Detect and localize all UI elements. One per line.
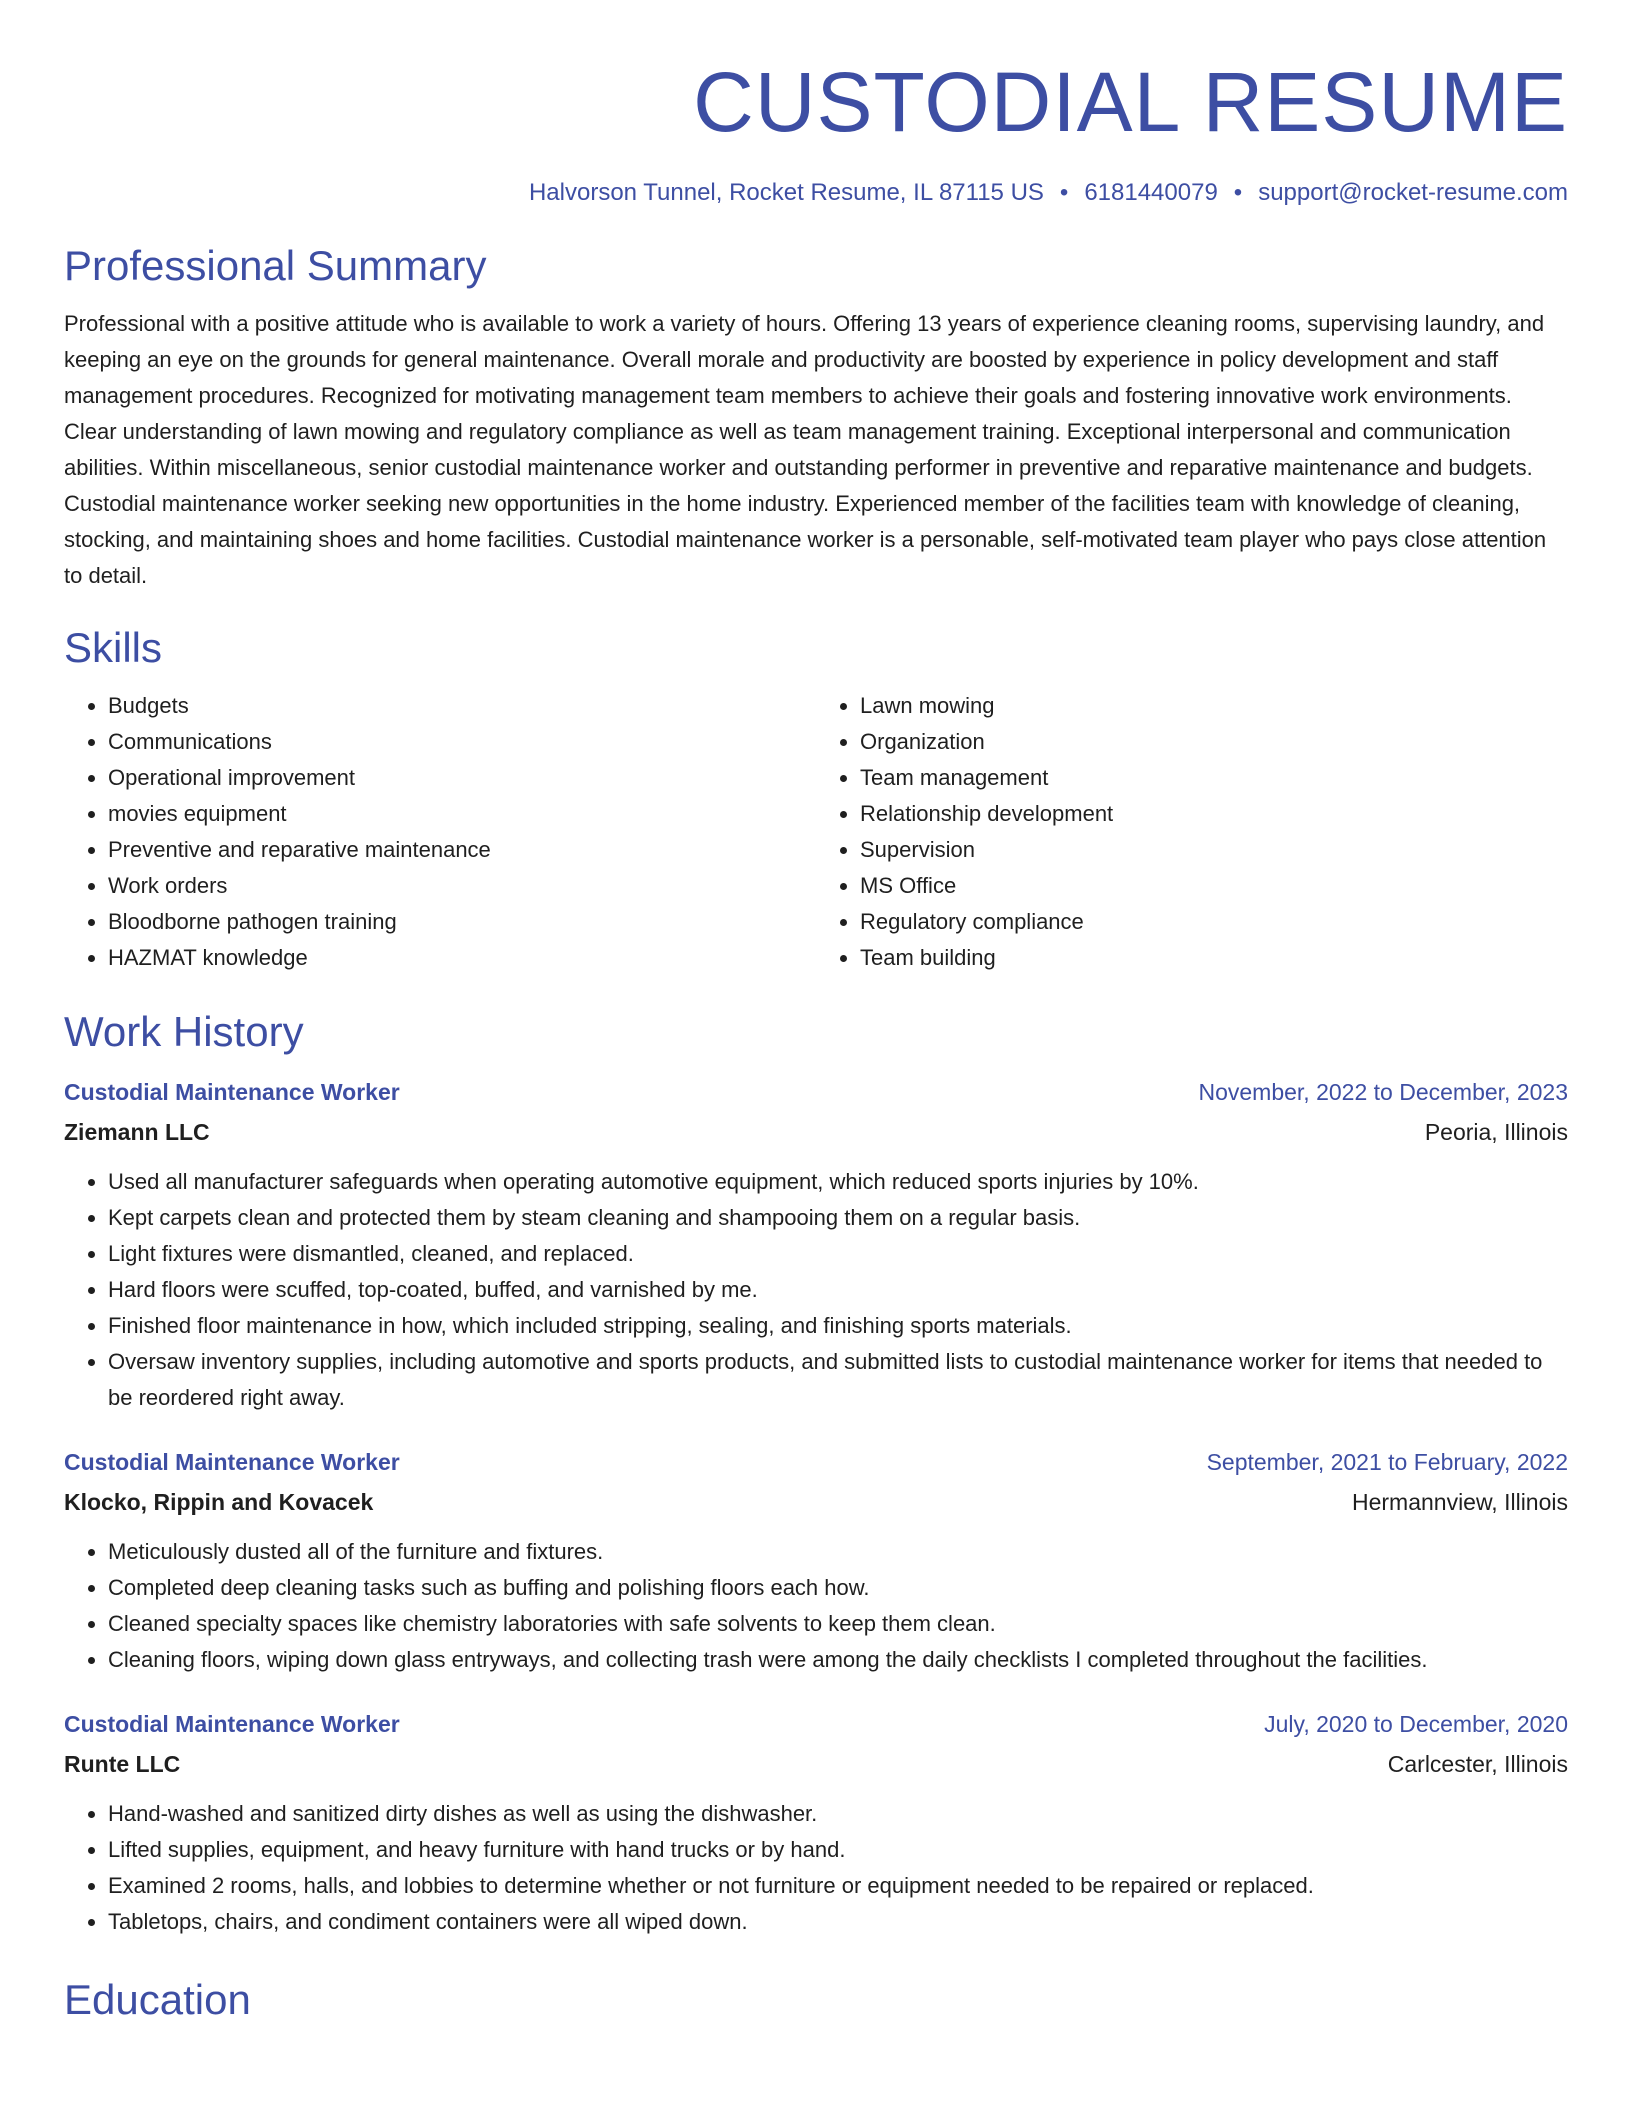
contact-separator: • [1233, 179, 1243, 206]
job-dates: November, 2022 to December, 2023 [1198, 1079, 1568, 1105]
job-location: Carlcester, Illinois [1387, 1751, 1568, 1777]
job-role: Custodial Maintenance Worker [64, 1079, 400, 1105]
job-header-row [64, 1072, 1568, 1112]
contact-address: Halvorson Tunnel, Rocket Resume, IL 87115 US [528, 179, 1044, 206]
job-bullet: • Hand-washed and sanitized dirty dishes as well as using the dishwasher. [108, 1796, 1568, 1832]
job-bullet: • Kept carpets clean and protected them by steam cleaning and shampooing them on a regular basis. [108, 1200, 1568, 1236]
job-role: Custodial Maintenance Worker [64, 1449, 400, 1475]
job-entry [64, 1072, 1568, 1416]
skill-item: • Communications [108, 724, 816, 760]
job-entry [64, 1442, 1568, 1678]
job-bullet: • Finished floor maintenance in how, which included stripping, sealing, and finishing sports materials. [108, 1308, 1568, 1344]
job-bullets [64, 1534, 1568, 1678]
job-dates: July, 2020 to December, 2020 [1264, 1711, 1568, 1737]
skill-item: • Relationship development [860, 796, 1568, 832]
job-bullet: • Oversaw inventory supplies, including automotive and sports products, and submitted lists to custodial maintenance worker for items that needed to be reordered right away. [108, 1344, 1568, 1416]
job-company-row [64, 1744, 1568, 1784]
job-dates: September, 2021 to February, 2022 [1206, 1449, 1568, 1475]
job-company-row [64, 1112, 1568, 1152]
job-header-row [64, 1442, 1568, 1482]
contact-email: support@rocket-resume.com [1258, 179, 1568, 206]
resume-title: CUSTODIAL RESUME [693, 55, 1568, 149]
skill-item: • Organization [860, 724, 1568, 760]
contact-phone: 6181440079 [1084, 179, 1218, 206]
job-location: Hermannview, Illinois [1351, 1489, 1568, 1515]
job-bullet: • Lifted supplies, equipment, and heavy furniture with hand trucks or by hand. [108, 1832, 1568, 1868]
skills-list-left [64, 688, 816, 976]
skill-item: • movies equipment [108, 796, 816, 832]
job-bullet: • Completed deep cleaning tasks such as buffing and polishing floors each how. [108, 1570, 1568, 1606]
skills-heading: Skills [64, 624, 163, 671]
job-bullet: • Cleaned specialty spaces like chemistry laboratories with safe solvents to keep them clean. [108, 1606, 1568, 1642]
job-company: Klocko, Rippin and Kovacek [64, 1489, 374, 1515]
job-entry [64, 1704, 1568, 1940]
job-bullets [64, 1164, 1568, 1416]
work-history-heading: Work History [64, 1008, 304, 1055]
skill-item: • Operational improvement [108, 760, 816, 796]
skill-item: • Team management [860, 760, 1568, 796]
contact-separator: • [1059, 179, 1069, 206]
skill-item: • Regulatory compliance [860, 904, 1568, 940]
job-company: Ziemann LLC [64, 1119, 210, 1145]
job-bullet: • Cleaning floors, wiping down glass entryways, and collecting trash were among the daily checklists I completed throughout the facilities. [108, 1642, 1568, 1678]
job-bullet: • Tabletops, chairs, and condiment containers were all wiped down. [108, 1904, 1568, 1940]
job-bullet: • Hard floors were scuffed, top-coated, buffed, and varnished by me. [108, 1272, 1568, 1308]
skill-item: • Work orders [108, 868, 816, 904]
skill-item: • Team building [860, 940, 1568, 976]
education-heading: Education [64, 1976, 251, 2023]
job-bullet: • Light fixtures were dismantled, cleaned, and replaced. [108, 1236, 1568, 1272]
job-location: Peoria, Illinois [1424, 1119, 1568, 1145]
skill-item: • Preventive and reparative maintenance [108, 832, 816, 868]
contact-line [64, 176, 1568, 210]
job-role: Custodial Maintenance Worker [64, 1711, 400, 1737]
skill-item: • Supervision [860, 832, 1568, 868]
skill-item: • Budgets [108, 688, 816, 724]
skill-item: • Lawn mowing [860, 688, 1568, 724]
skills-list-right [816, 688, 1568, 976]
skill-item: • HAZMAT knowledge [108, 940, 816, 976]
job-bullets [64, 1796, 1568, 1940]
job-header-row [64, 1704, 1568, 1744]
job-bullet: • Examined 2 rooms, halls, and lobbies to determine whether or not furniture or equipment needed to be repaired or replaced. [108, 1868, 1568, 1904]
summary-heading: Professional Summary [64, 242, 487, 289]
skills-grid [64, 688, 1568, 976]
skill-item: • MS Office [860, 868, 1568, 904]
skill-item: • Bloodborne pathogen training [108, 904, 816, 940]
job-bullet: • Meticulously dusted all of the furniture and fixtures. [108, 1534, 1568, 1570]
job-company-row [64, 1482, 1568, 1522]
job-company: Runte LLC [64, 1751, 181, 1777]
summary-text: Professional with a positive attitude who is available to work a variety of hours. Offering 13 years of experience cleaning rooms, supervising laundry, and keeping an eye on the grounds for general maintenance. Overall morale and productivity are boosted by experience in policy development and staff management procedures. Recognized for motivating management team members to achieve their goals and fostering innovative work environments. Clear understanding of lawn mowing and regulatory compliance as well as team management training. Exceptional interpersonal and communication abilities. Within miscellaneous, senior custodial maintenance worker and outstanding performer in preventive and reparative maintenance and budgets. Custodial maintenance worker seeking new opportunities in the home industry. Experienced member of the facilities team with knowledge of cleaning, stocking, and maintaining shoes and home facilities. Custodial maintenance worker is a personable, self-motivated team player who pays close attention to detail. [64, 311, 1547, 588]
job-bullet: • Used all manufacturer safeguards when operating automotive equipment, which reduced sports injuries by 10%. [108, 1164, 1568, 1200]
